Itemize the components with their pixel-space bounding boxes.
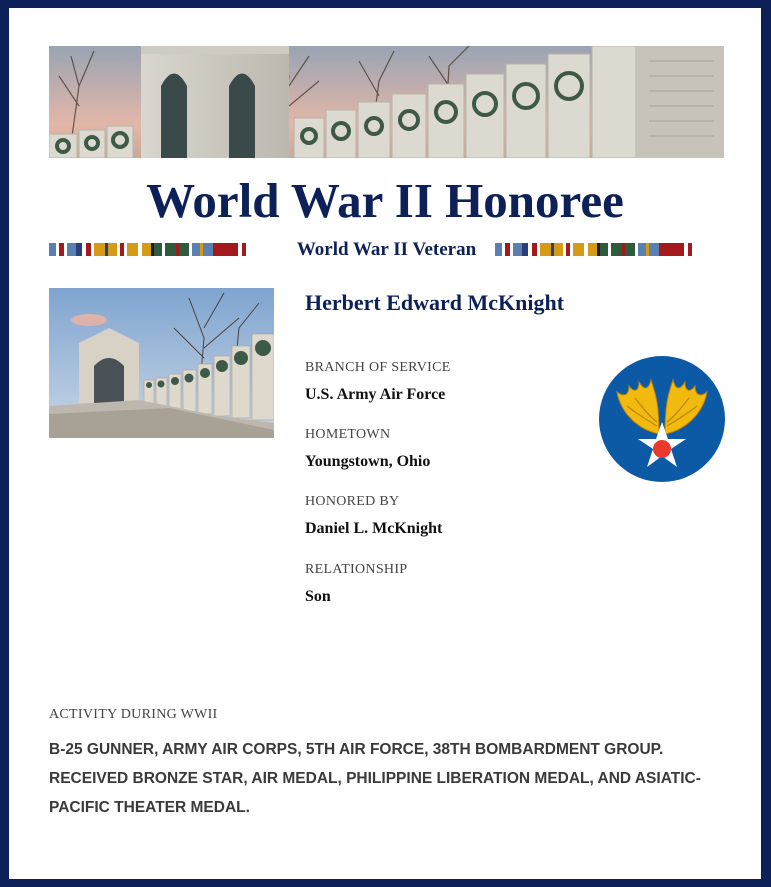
service-ribbon-left	[49, 243, 246, 256]
activity-description: B-25 GUNNER, ARMY AIR CORPS, 5TH AIR FORCE, 38TH BOMBARDMENT GROUP. RECEIVED BRONZE STAR, AIR MEDAL, PHILIPPINE LIBERATION MEDAL, AND ASIATIC-PACIFIC THEATER MEDAL.	[49, 741, 701, 816]
branch-label: BRANCH OF SERVICE	[305, 360, 451, 375]
hometown-value: Youngstown, Ohio	[305, 453, 431, 470]
activity-label: ACTIVITY DURING WWII	[49, 707, 218, 722]
subtitle-row	[49, 238, 724, 262]
memorial-banner-image	[49, 46, 724, 158]
army-air-forces-insignia-icon	[599, 356, 725, 482]
relationship-value: Son	[305, 588, 331, 605]
hometown-label: HOMETOWN	[305, 427, 391, 442]
honoree-card	[9, 8, 761, 879]
page-title: World War II Honoree	[146, 173, 624, 228]
honored-by-label: HONORED BY	[305, 494, 400, 509]
memorial-photo	[49, 288, 274, 438]
service-ribbon-right	[495, 243, 692, 256]
honored-by-value: Daniel L. McKnight	[305, 520, 443, 537]
branch-value: U.S. Army Air Force	[305, 386, 446, 403]
relationship-label: RELATIONSHIP	[305, 562, 408, 577]
honoree-name: Herbert Edward McKnight	[305, 290, 565, 315]
subtitle: World War II Veteran	[296, 239, 477, 260]
